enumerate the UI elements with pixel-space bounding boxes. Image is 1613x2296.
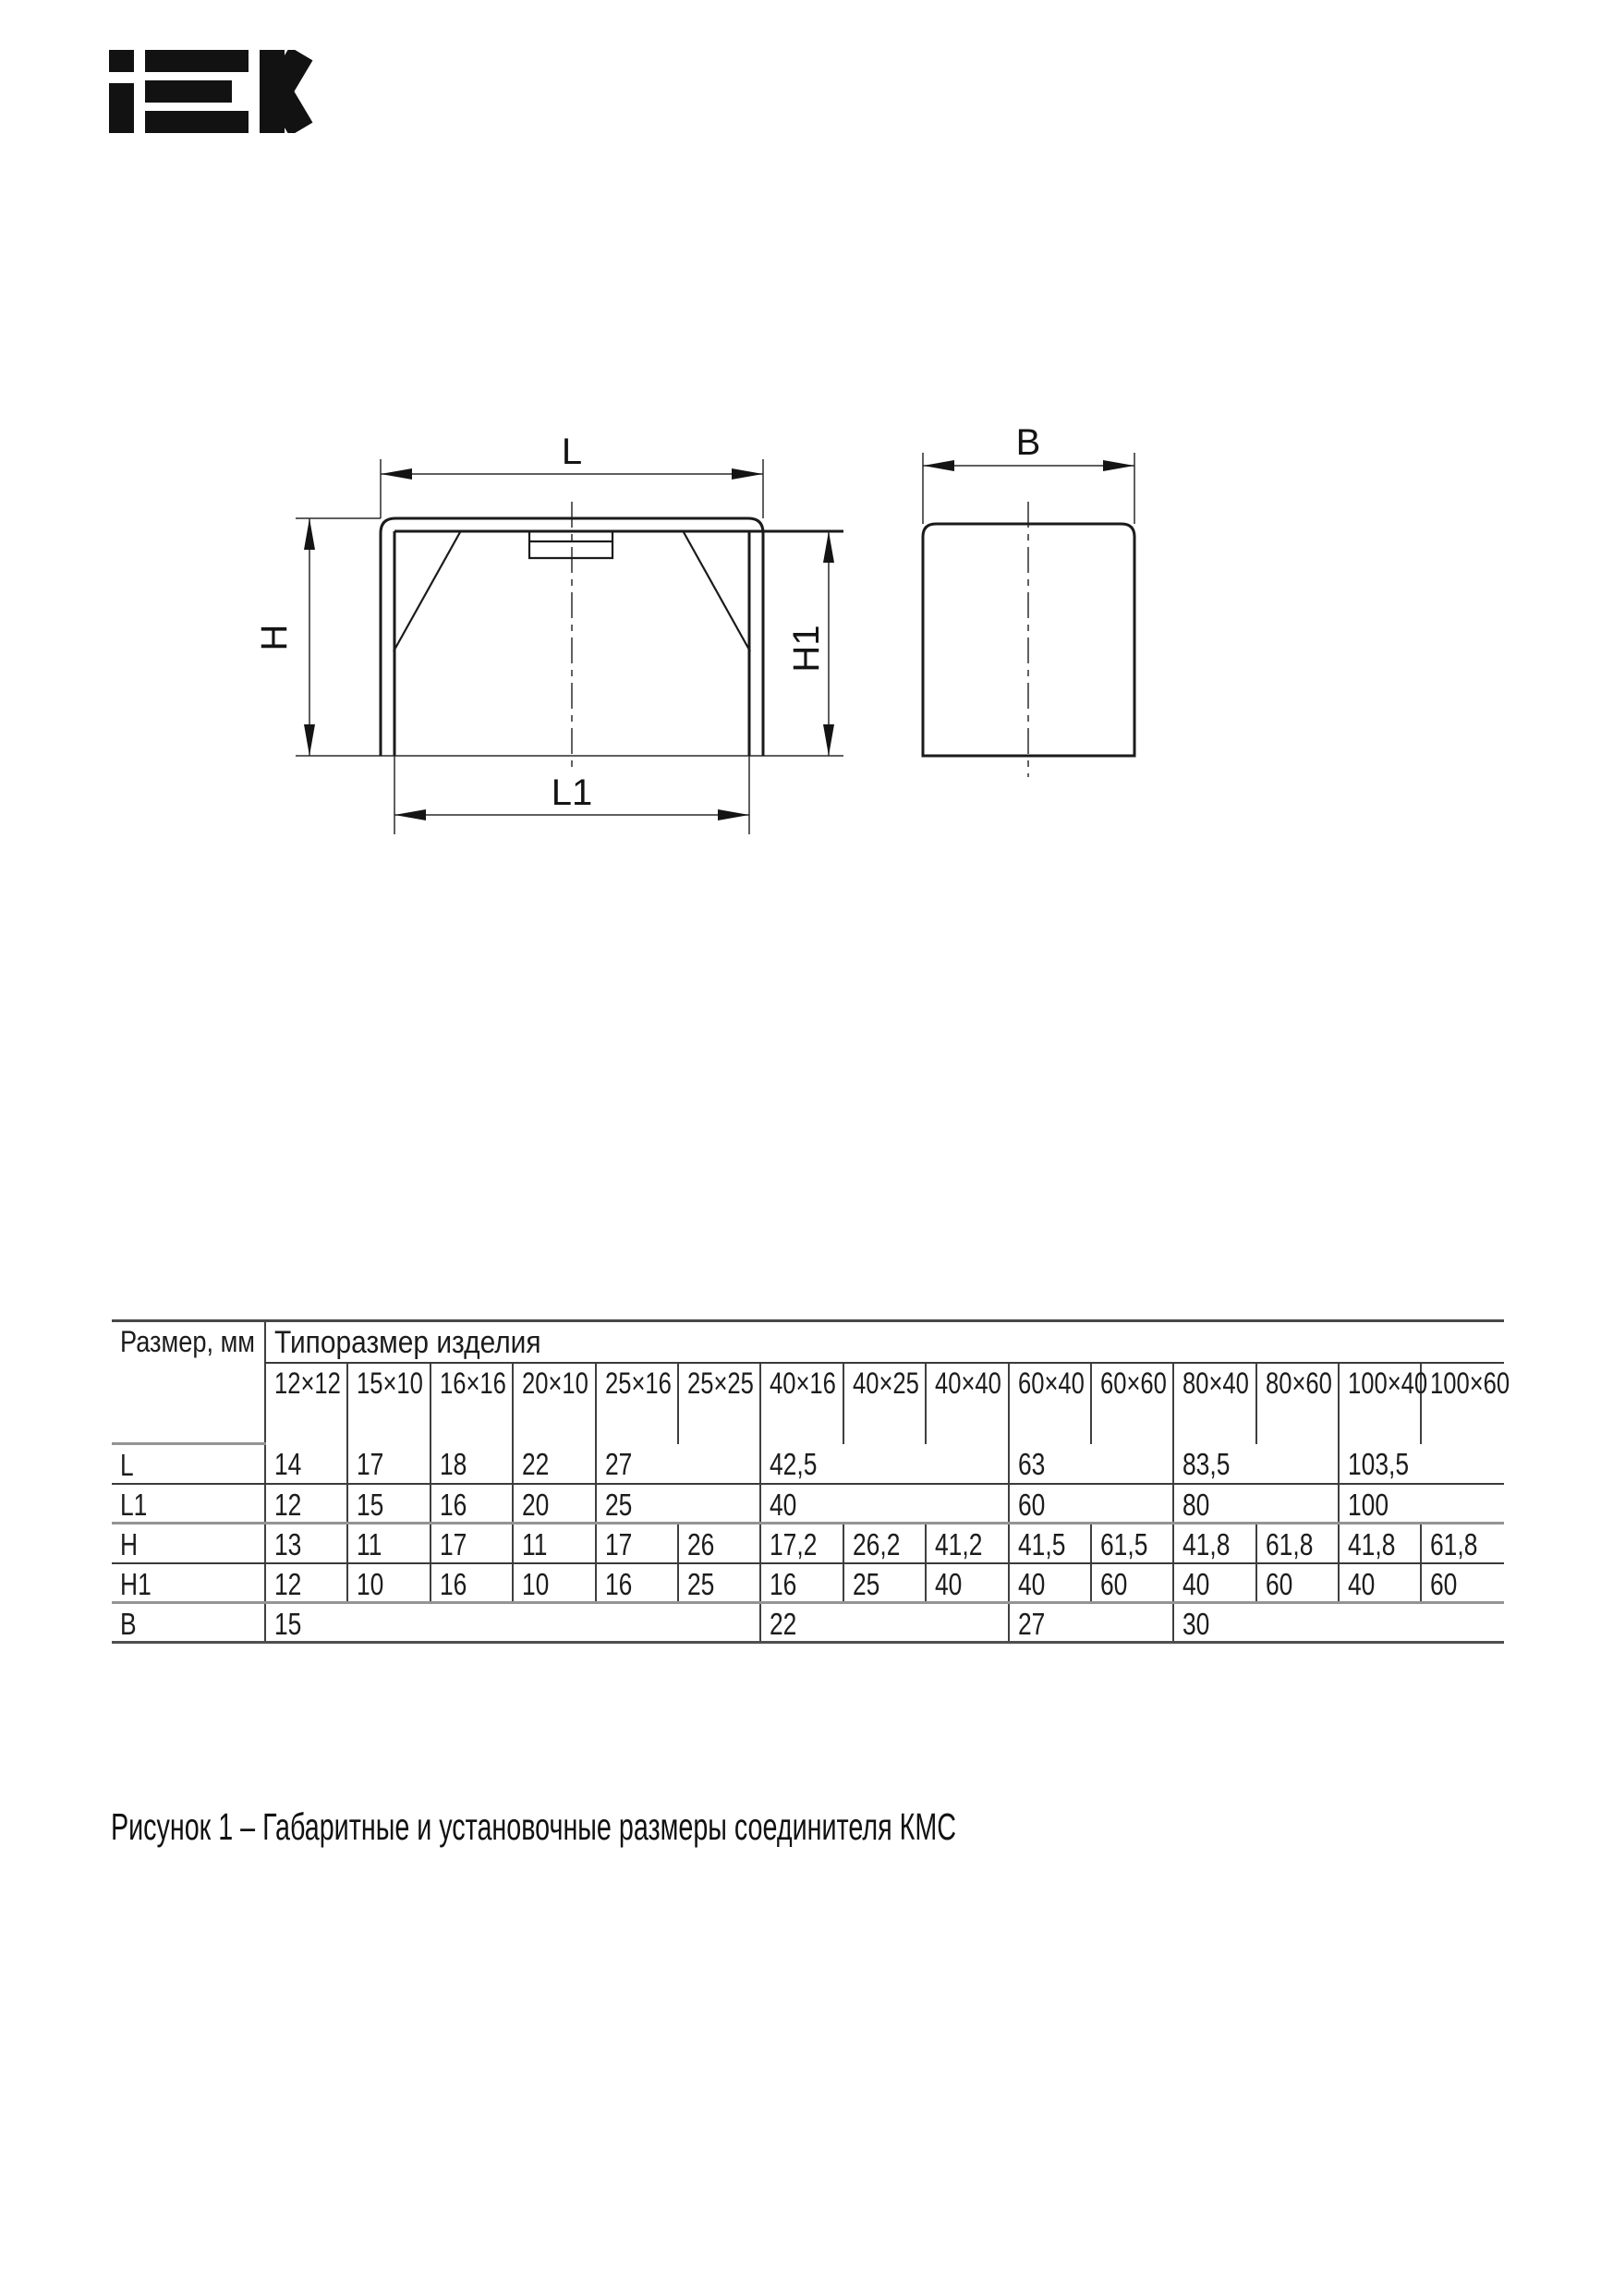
dim-row-label: B: [112, 1603, 265, 1643]
table-row: [112, 1563, 1504, 1603]
corner-header-cell: Размер, мм: [112, 1321, 265, 1444]
dim-value-cell: 16: [760, 1563, 843, 1603]
size-col-header: 12×12: [265, 1363, 347, 1444]
dim-value-cell: 40: [1339, 1563, 1421, 1603]
dim-value-cell: 22: [513, 1444, 595, 1484]
dim-value-cell: 16: [596, 1563, 678, 1603]
dim-label-b: B: [1015, 422, 1041, 463]
side-view: [923, 502, 1134, 777]
dim-label-l1: L1: [551, 772, 593, 813]
dim-value-cell: 25: [596, 1484, 761, 1524]
kms-dimension-drawing: [249, 407, 1173, 850]
size-col-header: 60×40: [1009, 1363, 1091, 1444]
dim-value-cell: 40: [1173, 1563, 1255, 1603]
dim-value-cell: 12: [265, 1484, 347, 1524]
dim-row-label: H: [112, 1524, 265, 1563]
dim-L1: [394, 756, 749, 834]
group-header-cell: Типоразмер изделия: [265, 1321, 1504, 1363]
dim-value-cell: 11: [513, 1524, 595, 1563]
size-col-header: 60×60: [1091, 1363, 1173, 1444]
dim-value-cell: 103,5: [1339, 1444, 1504, 1484]
dim-value-cell: 27: [1009, 1603, 1174, 1643]
dim-value-cell: 17: [596, 1524, 678, 1563]
size-col-header: 25×16: [596, 1363, 678, 1444]
dim-value-cell: 17: [431, 1524, 513, 1563]
dim-value-cell: 40: [926, 1563, 1008, 1603]
dim-value-cell: 61,8: [1256, 1524, 1339, 1563]
dim-label-h1: H1: [786, 625, 827, 673]
dim-value-cell: 80: [1173, 1484, 1339, 1524]
dim-row-label: L1: [112, 1484, 265, 1524]
dim-value-cell: 60: [1091, 1563, 1173, 1603]
table-row: [112, 1603, 1504, 1643]
dim-value-cell: 40: [1009, 1563, 1091, 1603]
size-col-header: 100×40: [1339, 1363, 1421, 1444]
table-row: [112, 1484, 1504, 1524]
right-gusset-line: [684, 532, 750, 651]
latch-tab-outline: [529, 531, 612, 558]
size-col-header: 16×16: [431, 1363, 513, 1444]
dim-value-cell: 61,8: [1421, 1524, 1504, 1563]
front-view: [296, 502, 843, 771]
dim-label-h: H: [254, 624, 295, 651]
iek-logo-mark: [109, 50, 301, 133]
dim-value-cell: 40: [760, 1484, 1008, 1524]
dim-H: [254, 518, 315, 756]
dim-value-cell: 60: [1256, 1563, 1339, 1603]
dim-value-cell: 14: [265, 1444, 347, 1484]
size-col-header: 80×60: [1256, 1363, 1339, 1444]
table-row: [112, 1444, 1504, 1484]
dim-value-cell: 22: [760, 1603, 1008, 1643]
table-body: [112, 1444, 1504, 1643]
dim-row-label: H1: [112, 1563, 265, 1603]
dim-H1: [786, 531, 834, 756]
dim-value-cell: 83,5: [1173, 1444, 1339, 1484]
dim-value-cell: 63: [1009, 1444, 1174, 1484]
dimensions-table-grid: [112, 1319, 1510, 1644]
table-header-row: [112, 1321, 1504, 1363]
dim-value-cell: 20: [513, 1484, 595, 1524]
dim-value-cell: 15: [265, 1603, 760, 1643]
dim-value-cell: 11: [347, 1524, 430, 1563]
dim-value-cell: 25: [843, 1563, 926, 1603]
size-col-header: 80×40: [1173, 1363, 1255, 1444]
dim-value-cell: 18: [431, 1444, 513, 1484]
iek-logo: [109, 50, 316, 133]
figure-caption: Рисунок 1 – Габаритные и установочные размеры соединителя КМС: [111, 1805, 956, 1848]
dim-value-cell: 100: [1339, 1484, 1504, 1524]
dim-value-cell: 27: [596, 1444, 761, 1484]
dim-value-cell: 15: [347, 1484, 430, 1524]
dim-value-cell: 30: [1173, 1603, 1504, 1643]
size-col-header: 40×25: [843, 1363, 926, 1444]
dim-value-cell: 12: [265, 1563, 347, 1603]
dim-value-cell: 17,2: [760, 1524, 843, 1563]
dim-value-cell: 61,5: [1091, 1524, 1173, 1563]
dim-value-cell: 13: [265, 1524, 347, 1563]
dim-value-cell: 41,5: [1009, 1524, 1091, 1563]
dim-row-label: L: [112, 1444, 265, 1484]
size-col-header: 25×25: [678, 1363, 760, 1444]
size-col-header: 15×10: [347, 1363, 430, 1444]
dim-value-cell: 41,8: [1173, 1524, 1255, 1563]
dim-value-cell: 41,8: [1339, 1524, 1421, 1563]
dim-value-cell: 60: [1009, 1484, 1174, 1524]
dimensions-table: [112, 1319, 1510, 1644]
dim-value-cell: 60: [1421, 1563, 1504, 1603]
dim-value-cell: 25: [678, 1563, 760, 1603]
dim-value-cell: 41,2: [926, 1524, 1008, 1563]
size-col-header: 100×60: [1421, 1363, 1504, 1444]
size-header-row: [112, 1363, 1504, 1444]
dim-value-cell: 10: [347, 1563, 430, 1603]
dim-value-cell: 26: [678, 1524, 760, 1563]
left-gusset-line: [394, 532, 460, 651]
dim-value-cell: 10: [513, 1563, 595, 1603]
size-col-header: 40×16: [760, 1363, 843, 1444]
dim-value-cell: 26,2: [843, 1524, 926, 1563]
dim-label-l: L: [561, 431, 583, 472]
size-col-header: 40×40: [926, 1363, 1008, 1444]
dim-value-cell: 16: [431, 1484, 513, 1524]
dim-value-cell: 17: [347, 1444, 430, 1484]
dim-value-cell: 42,5: [760, 1444, 1008, 1484]
size-col-header: 20×10: [513, 1363, 595, 1444]
table-row: [112, 1524, 1504, 1563]
dim-value-cell: 16: [431, 1563, 513, 1603]
